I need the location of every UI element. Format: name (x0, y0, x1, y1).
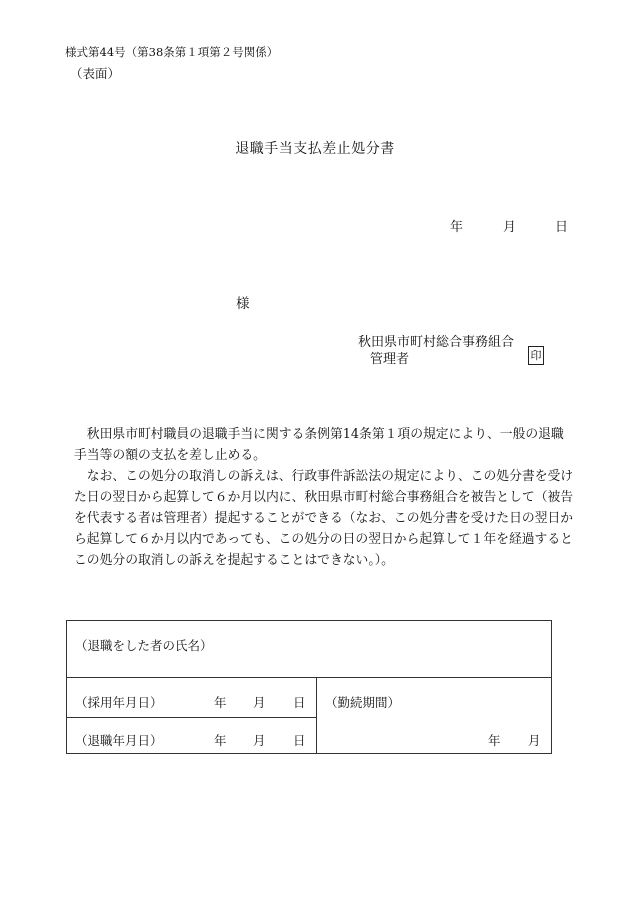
service-period-label: （勤続期間） (325, 695, 401, 710)
date-month: 月 (503, 220, 517, 235)
date-day: 日 (555, 220, 569, 235)
table-divider (67, 717, 316, 718)
retire-month-label: 月 (253, 733, 266, 748)
retire-day-label: 日 (293, 733, 306, 748)
issuer-organization: 秋田県市町村総合事務組合 (358, 335, 515, 350)
table-divider (67, 677, 551, 678)
retire-year-label: 年 (214, 733, 227, 748)
document-title: 退職手当支払差止処分書 (235, 141, 395, 157)
hire-month-label: 月 (253, 695, 266, 710)
table-divider (316, 677, 317, 754)
body-paragraph-1: 秋田県市町村職員の退職手当に関する条例第14条第１項の規定により、一般の退職手当等の額の支払を差し止める。 (74, 427, 564, 463)
date-year: 年 (450, 220, 464, 235)
service-years-label: 年 (488, 733, 501, 748)
retire-date-label: （退職年月日） (75, 733, 163, 748)
seal-mark: 印 (528, 346, 544, 365)
side-label: （表面） (70, 66, 121, 81)
retiree-name-label: （退職をした者の氏名） (75, 638, 213, 653)
issuer-title: 管理者 (370, 352, 410, 367)
hire-year-label: 年 (214, 695, 227, 710)
hire-date-label: （採用年月日） (75, 695, 163, 710)
form-number: 様式第44号（第38条第１項第２号関係） (65, 45, 279, 59)
retiree-info-table (66, 620, 552, 754)
service-months-label: 月 (528, 733, 541, 748)
body-text (74, 424, 574, 571)
hire-day-label: 日 (293, 695, 306, 710)
body-paragraph-2: なお、この処分の取消しの訴えは、行政事件訴訟法の規定により、この処分書を受けた日の翌日から起算して６か月以内に、秋田県市町村総合事務組合を被告として（被告を代表する者は管理者）提起することができる（なお、この処分書を受けた日の翌日から起算して６か月以内であっても、この処分の日の翌日から起算して１年を経過するとこの処分の取消しの訴えを提起することはできない。）。 (74, 469, 574, 568)
addressee-suffix: 様 (236, 296, 250, 312)
